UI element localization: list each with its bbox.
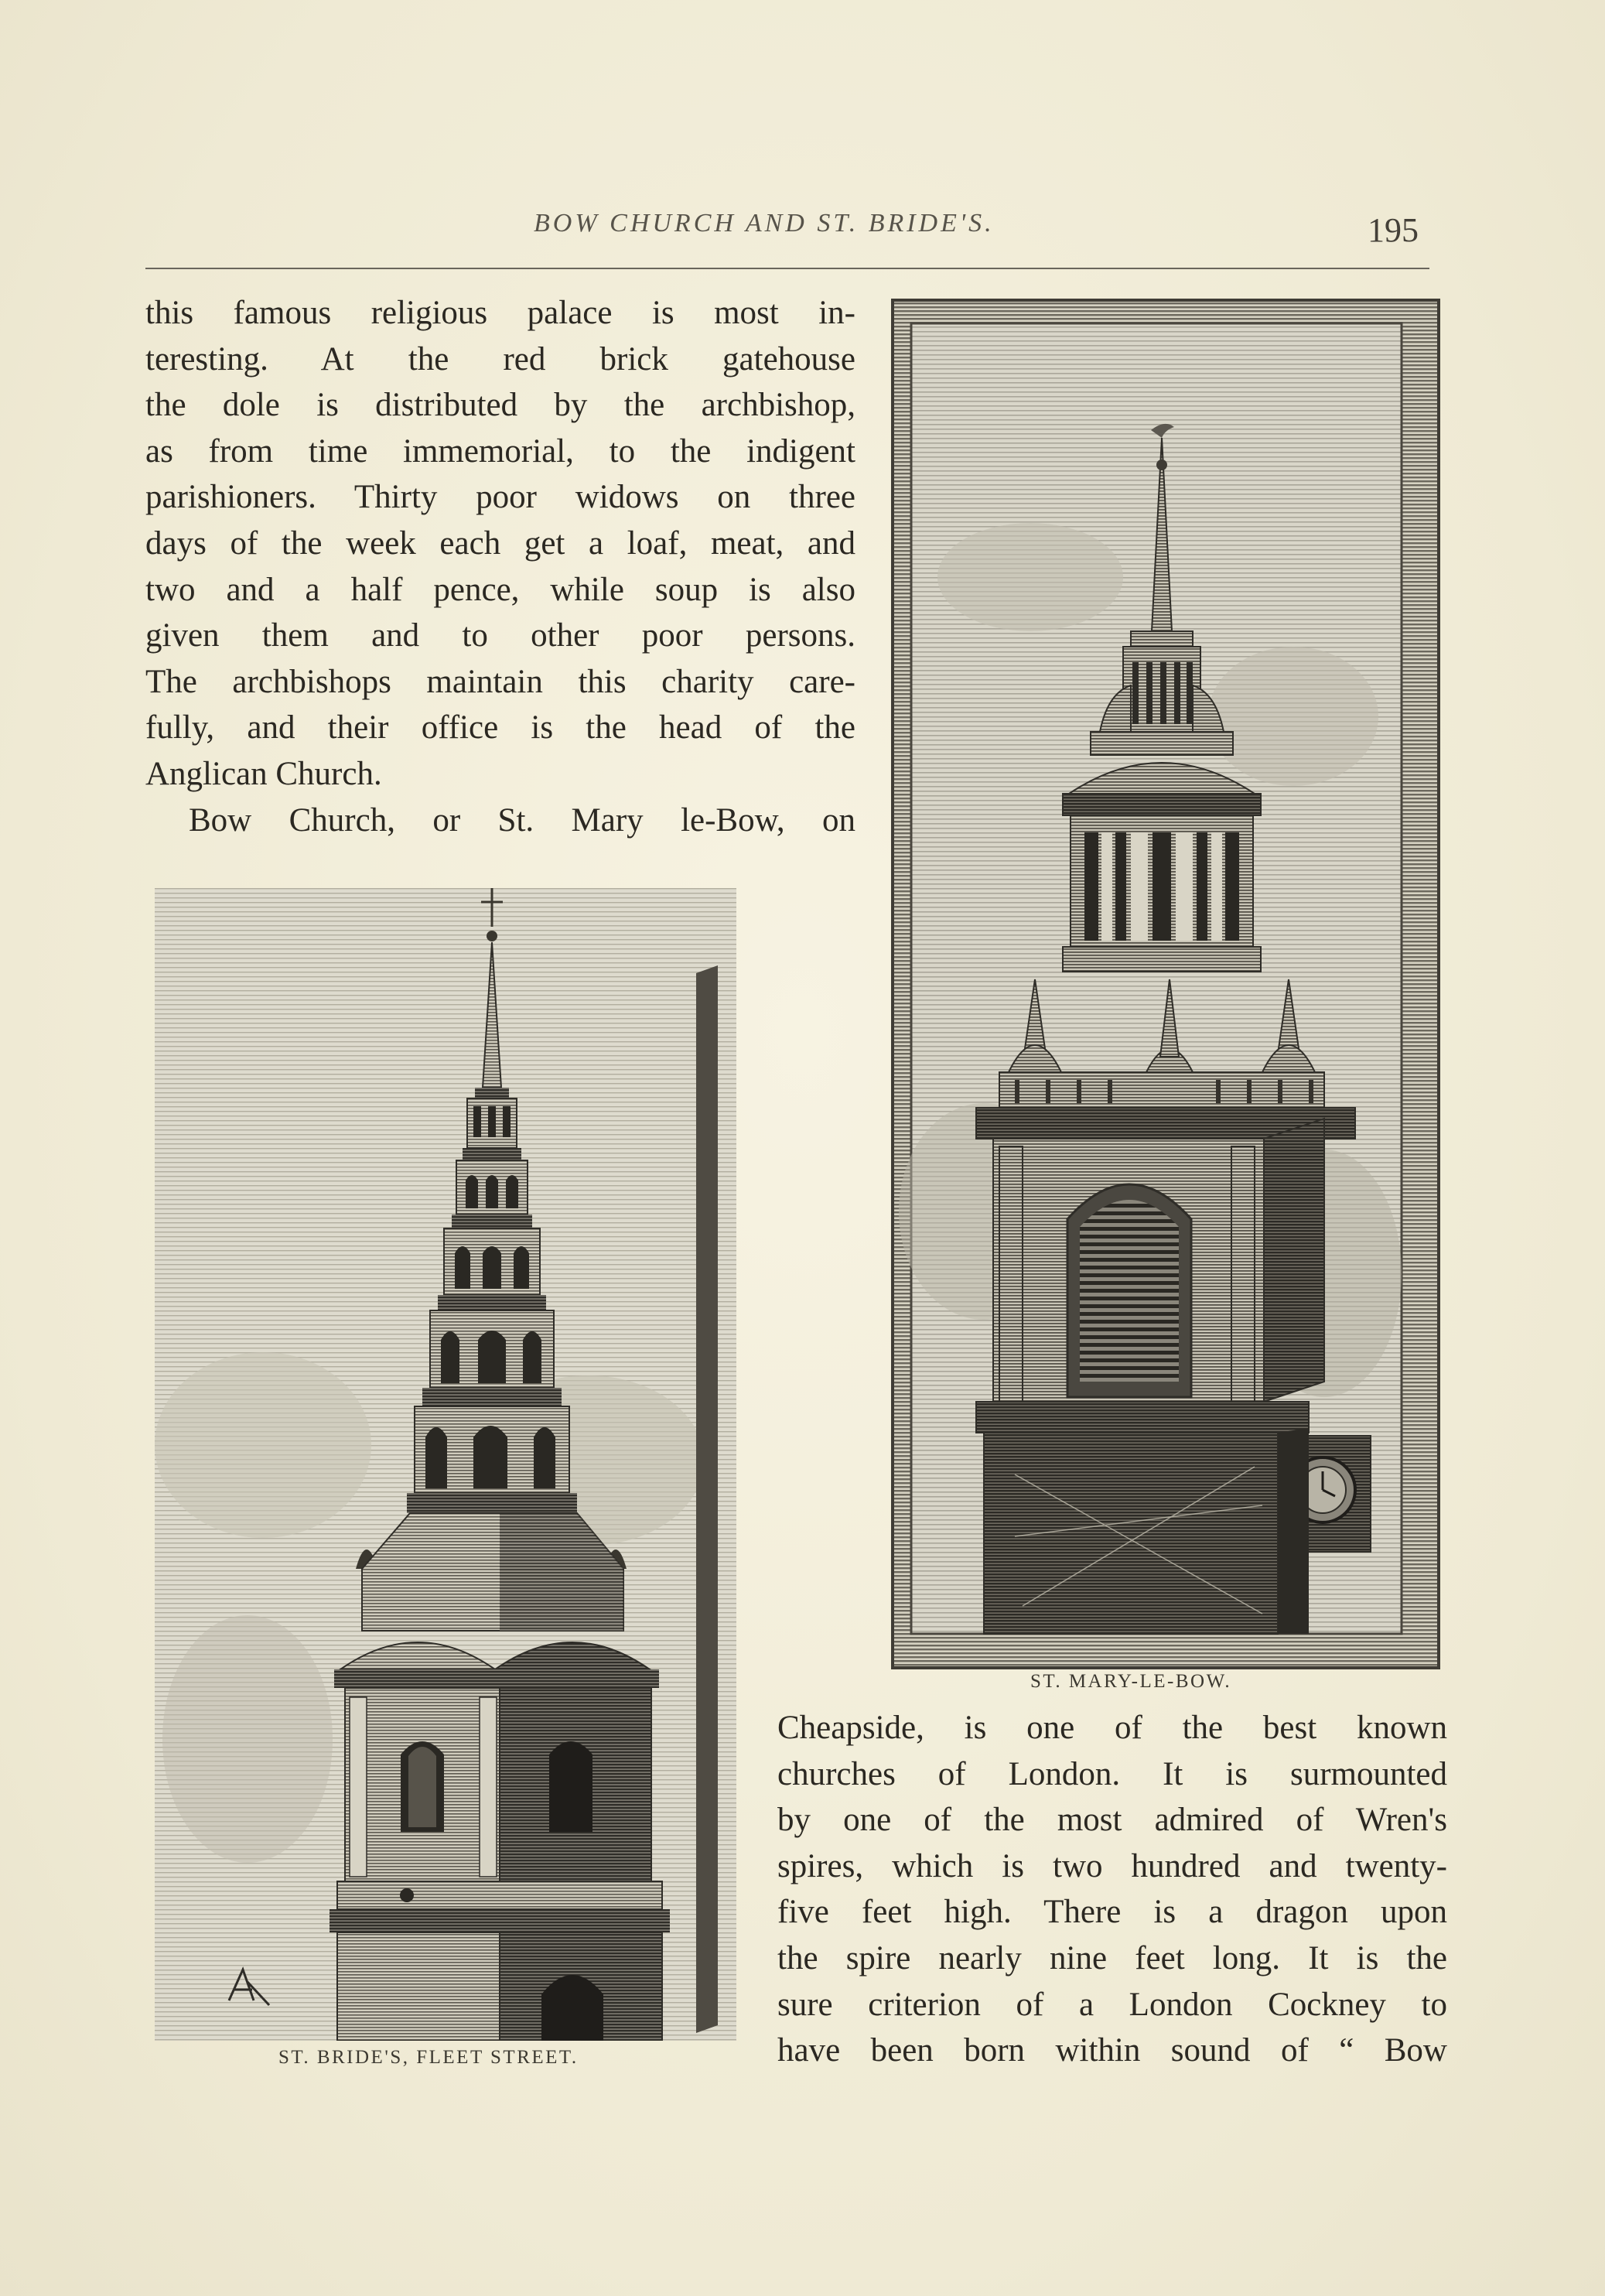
st-mary-le-bow-engraving	[891, 299, 1440, 1669]
text-line: Cheapside, is one of the best known	[777, 1710, 1447, 1746]
running-head: BOW CHURCH AND ST. BRIDE'S.	[534, 209, 995, 237]
text-line: teresting. At the red brick gatehouse	[145, 340, 855, 378]
text-line: by one of the most admired of Wren's	[777, 1802, 1447, 1839]
text-line: parishioners. Thirty poor widows on three	[145, 479, 855, 516]
text-line: the dole is distributed by the archbishop,	[145, 387, 855, 424]
text-line: days of the week each get a loaf, meat, and	[145, 524, 855, 562]
text-line: five feet high. There is a dragon upon	[777, 1894, 1447, 1931]
text-line: this famous religious palace is most in-	[145, 295, 855, 331]
bow-caption: ST. MARY-LE-BOW.	[1030, 1671, 1232, 1692]
left-text-column	[145, 290, 855, 843]
bride-caption: ST. BRIDE'S, FLEET STREET.	[278, 2047, 579, 2068]
text-line: two and a half pence, while soup is also	[145, 571, 855, 608]
text-line: fully, and their office is the head of the	[145, 709, 855, 747]
st-brides-engraving	[155, 888, 736, 2041]
text-line: Anglican Church.	[145, 755, 382, 792]
text-line: Bow Church, or St. Mary le-Bow, on	[189, 801, 855, 839]
text-line: the spire nearly nine feet long. It is the	[777, 1939, 1447, 1977]
text-line: have been born within sound of “ Bow	[777, 2032, 1447, 2069]
text-line: The archbishops maintain this charity care-	[145, 663, 855, 700]
text-line: given them and to other poor persons.	[145, 617, 855, 654]
text-line: churches of London. It is surmounted	[777, 1755, 1447, 1792]
page-number: 195	[1368, 211, 1419, 249]
right-text-column	[777, 1705, 1447, 2074]
text-line: spires, which is two hundred and twenty-	[777, 1847, 1447, 1884]
text-line: as from time immemorial, to the indigent	[145, 432, 855, 470]
header-rule	[145, 268, 1429, 269]
text-line: sure criterion of a London Cockney to	[777, 1986, 1447, 2023]
